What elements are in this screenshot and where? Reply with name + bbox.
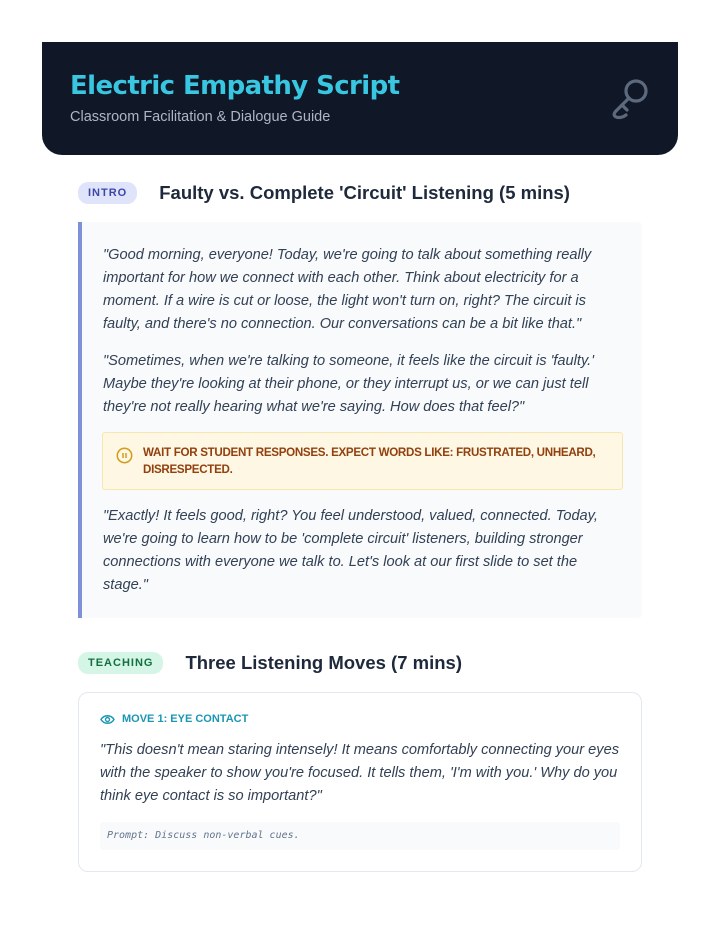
microphone-icon <box>608 76 652 122</box>
move-label: MOVE 1: EYE CONTACT <box>122 713 249 725</box>
move-header <box>100 713 248 725</box>
move-card-eye-contact <box>78 692 642 872</box>
header-banner <box>42 42 678 155</box>
script-quote: "Sometimes, when we're talking to someone, it feels like the circuit is 'faulty.' Maybe they're looking at their phone, or they interrupt us, or we can just tell they're not really hearing what we're saying. How does that feel?" <box>103 353 595 415</box>
prompt-text: Prompt: Discuss non-verbal cues. <box>107 830 300 841</box>
facilitator-note-text: WAIT FOR STUDENT RESPONSES. EXPECT WORDS LIKE: FRUSTRATED, UNHEARD, DISRESPECTED. <box>143 446 596 476</box>
section-title-intro: Faulty vs. Complete 'Circuit' Listening (5 mins) <box>159 182 570 203</box>
page-title: Electric Empathy Script <box>70 71 400 101</box>
section-title-teaching: Three Listening Moves (7 mins) <box>185 652 462 673</box>
facilitator-note <box>102 432 623 490</box>
script-quote: "Good morning, everyone! Today, we're going to talk about something really important for how we connect with each other. Think about electricity for a moment. If a wire is cut or loose, the light won't turn on, right? The circuit is faulty, and there's no connection. Our conversations can be a bit like that." <box>103 247 592 332</box>
page-subtitle: Classroom Facilitation & Dialogue Guide <box>70 109 331 125</box>
eye-icon <box>100 714 115 725</box>
move-quote: "This doesn't mean staring intensely! It means comfortably connecting your eyes with the speaker to show you're focused. It tells them, 'I'm with you.' Why do you think eye contact is so important?" <box>100 742 620 804</box>
section-badge-intro: INTRO <box>78 182 137 204</box>
intro-script-card <box>78 222 642 618</box>
pause-icon <box>116 447 133 464</box>
section-header-intro <box>78 182 570 204</box>
script-quote: "Exactly! It feels good, right? You feel understood, valued, connected. Today, we're going to learn how to be 'complete circuit' listeners, building stronger connections with everyone we talk to. Let's look at our first slide to set the stage." <box>103 508 598 593</box>
prompt-box <box>100 822 620 850</box>
section-header-teaching <box>78 652 462 674</box>
section-badge-teaching: TEACHING <box>78 652 163 674</box>
